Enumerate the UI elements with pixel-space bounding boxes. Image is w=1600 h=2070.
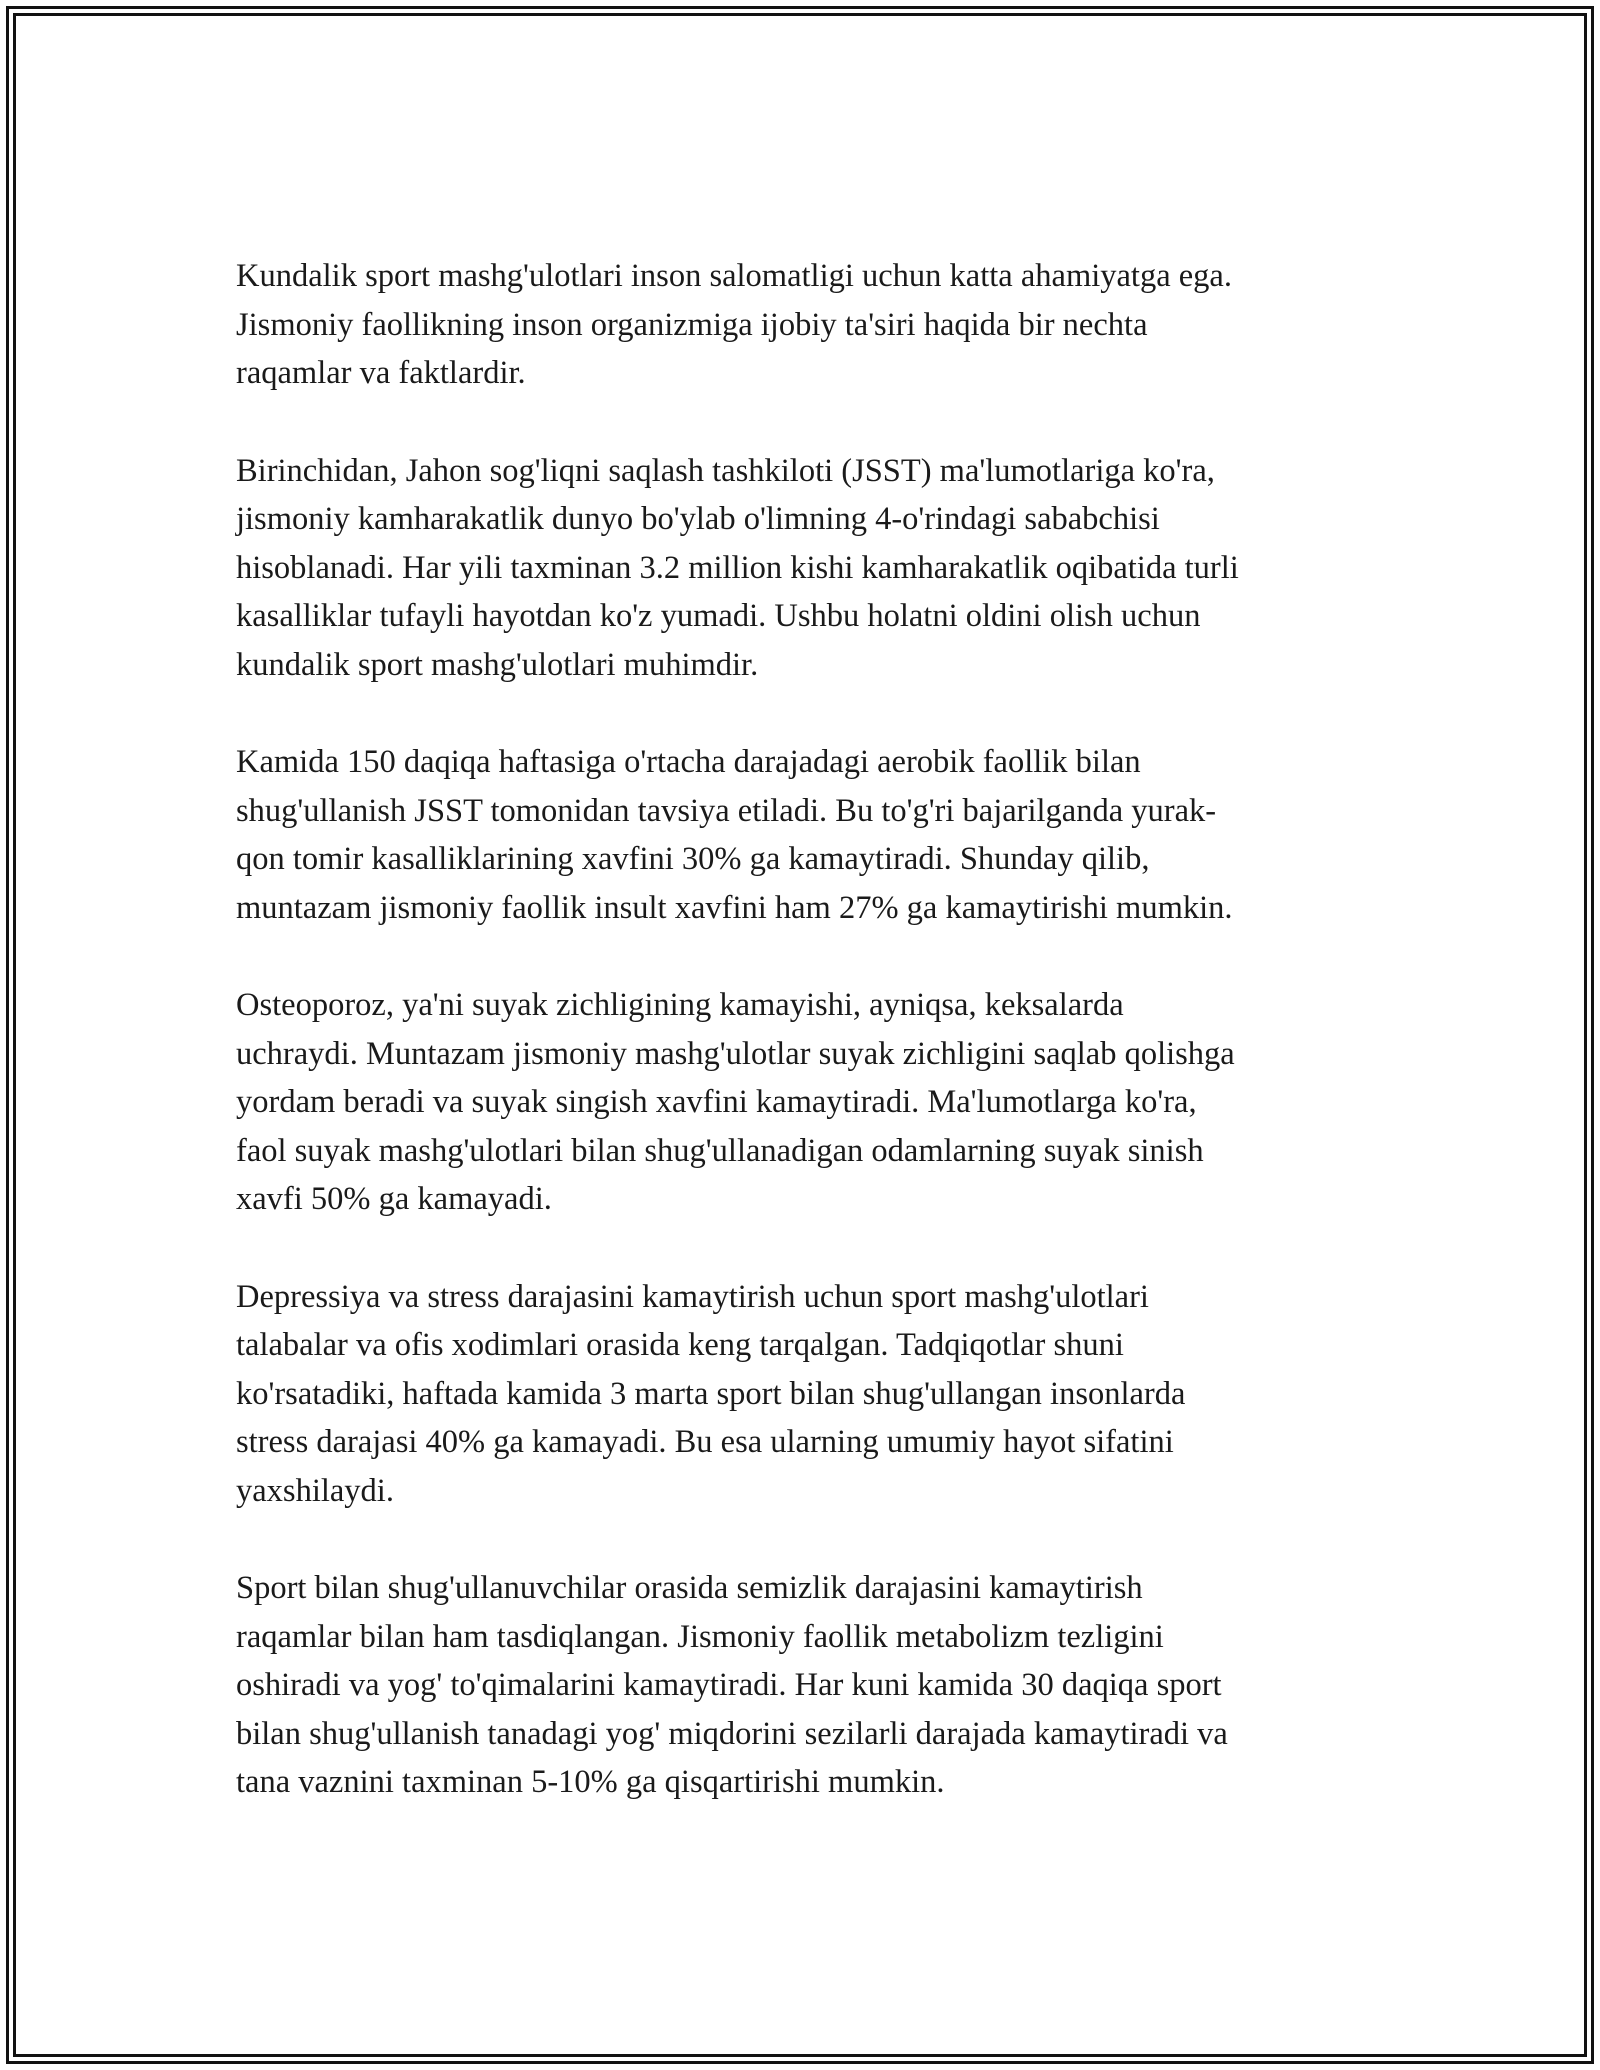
paragraph-who-statistics: Birinchidan, Jahon sog'liqni saqlash tashkiloti (JSST) ma'lumotlariga ko'ra, jismoniy kamharakatlik dunyo bo'ylab o'limning 4-o'rindagi sababchisi hisoblanadi. Har yili taxminan 3.2 million kishi kamharakatlik oqibatida turli kasalliklar tufayli hayotdan ko'z yumadi. Ushbu holatni oldini olish uchun kundalik sport mashg'ulotlari muhimdir. — [236, 452, 1239, 683]
paragraph-osteoporosis: Osteoporoz, ya'ni suyak zichligining kamayishi, ayniqsa, keksalarda uchraydi. Muntazam jismoniy mashg'ulotlar suyak zichligini saqlab qolishga yordam beradi va suyak singish xavfini kamaytiradi. Ma'lumotlarga ko'ra, faol suyak mashg'ulotlari bilan shug'ullanadigan odamlarning suyak sinish xavfi 50% ga kamayadi. — [236, 987, 1235, 1217]
paragraph-obesity: Sport bilan shug'ullanuvchilar orasida semizlik darajasini kamaytirish raqamlar bilan ham tasdiqlangan. Jismoniy faollik metabolizm tezligini oshiradi va yog' to'qimalarini kamaytiradi. Har kuni kamida 30 daqiqa sport bilan shug'ullanish tanadagi yog' miqdorini sezilarli darajada kamaytiradi va tana vaznini taxminan 5-10% ga qisqartirishi mumkin. — [236, 1570, 1228, 1800]
paragraph-stress: Depressiya va stress darajasini kamaytirish uchun sport mashg'ulotlari talabalar va ofis xodimlari orasida keng tarqalgan. Tadqiqotlar shuni ko'rsatadiki, haftada kamida 3 marta sport bilan shug'ullangan insonlarda stress darajasi 40% ga kamayadi. Bu esa ularning umumiy hayot sifatini yaxshilaydi. — [236, 1278, 1186, 1509]
paragraph-intro: Kundalik sport mashg'ulotlari inson salomatligi uchun katta ahamiyatga ega. Jismoniy faollikning inson organizmiga ijobiy ta'siri haqida bir nechta raqamlar va faktlardir. — [236, 258, 1232, 391]
document-body — [236, 252, 1376, 1856]
paragraph-aerobic-activity: Kamida 150 daqiqa haftasiga o'rtacha darajadagi aerobik faollik bilan shug'ullanish JSST tomonidan tavsiya etiladi. Bu to'g'ri bajarilganda yurak- qon tomir kasalliklarining xavfini 30% ga kamaytiradi. Shunday qilib, muntazam jismoniy faollik insult xavfini ham 27% ga kamaytirishi mumkin. — [236, 744, 1233, 926]
